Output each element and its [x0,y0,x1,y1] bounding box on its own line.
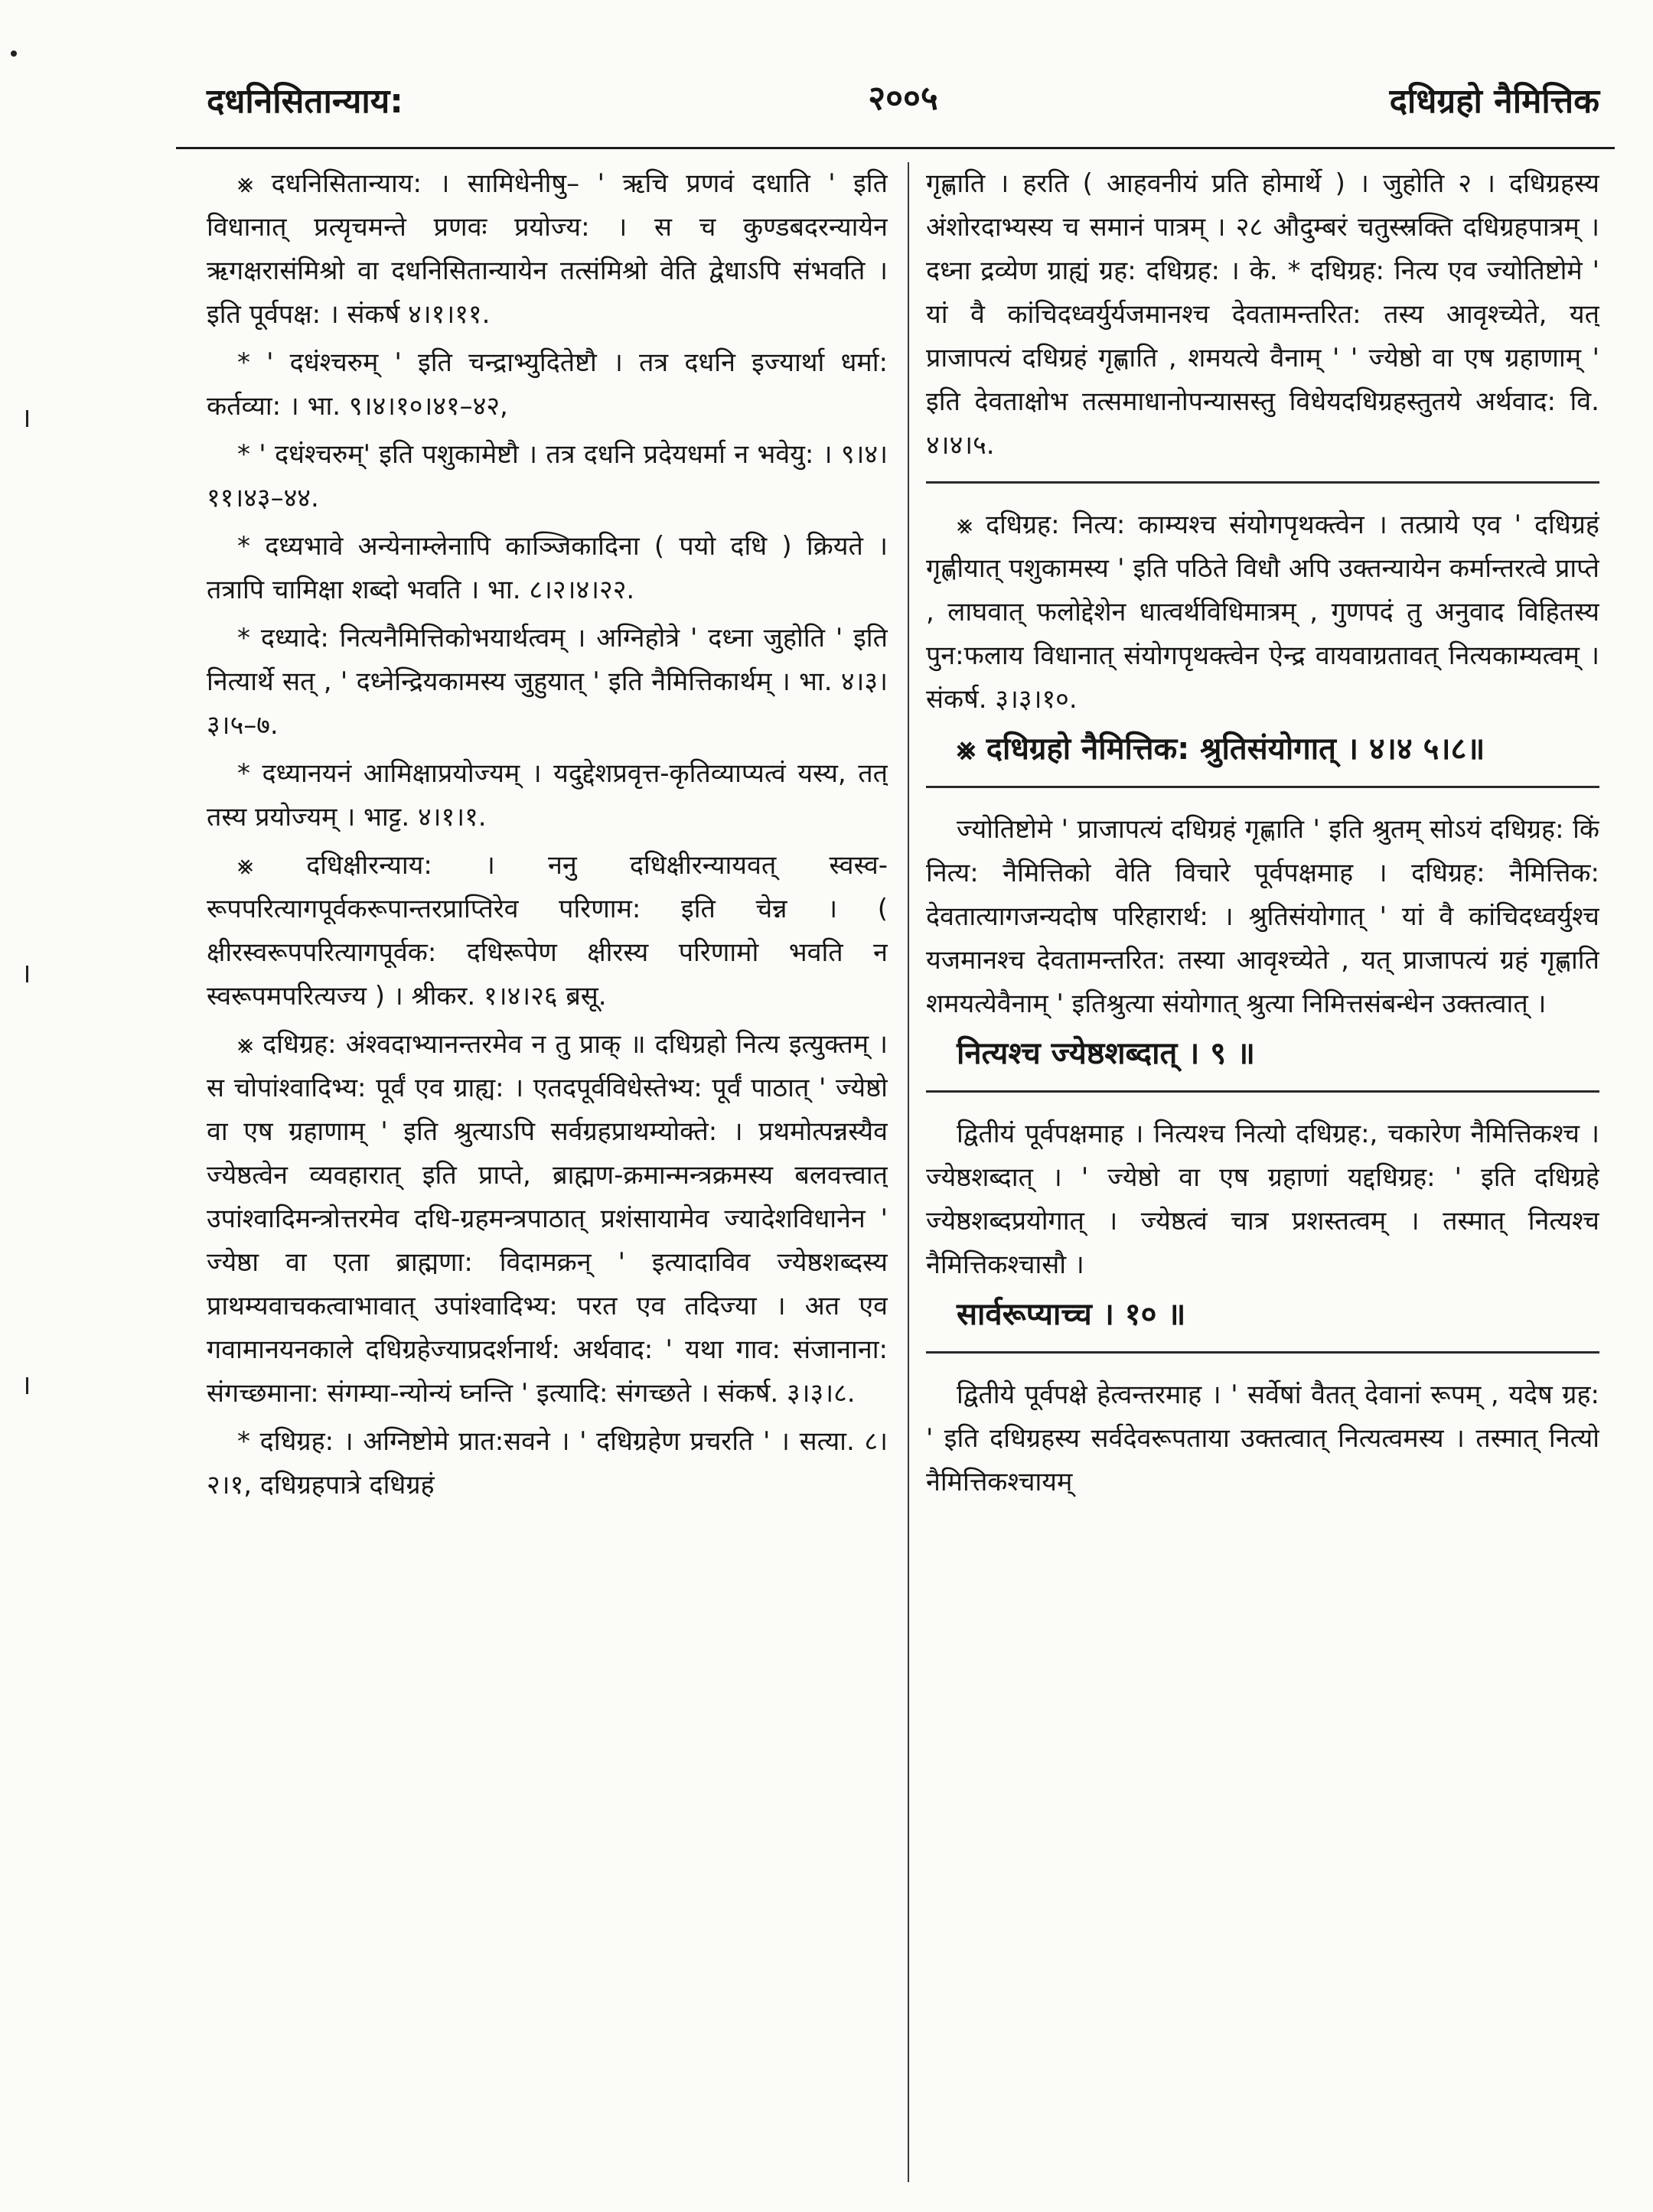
header-left-guideword: दधनिसितान्याय: [207,82,403,121]
entry-dadhamscarum-1: * ' दधंश्चरुम् ' इति चन्द्राभ्युदितेष्टौ । तत्र दधनि इज्यार्था धर्मा: कर्तव्या: । भा. ९।४।१०।४१–४२, [207,347,888,422]
entry-dadhyade: * दध्यादे: नित्यनैमित्तिकोभयार्थत्वम् । अग्निहोत्रे ' दध्ना जुहोति ' इति नित्यार्थे सत् , ' दध्नेन्द्रियकामस्य जुहुयात् ' इति नैमित्तिकार्थम् । भा. ४।३।३।५–७. [207,623,888,741]
entry-dadhigraha-nitya-kamya: ⨳ दधिग्रह: नित्य: काम्यश्च संयोगपृथक्त्वेन । तत्प्राये एव ' दधिग्रहं गृह्णीयात् पशुकामस्य ' इति पठिते विधौ अपि उक्तन्यायेन कर्मान्तरत्वे प्राप्ते , लाघवात् फलोद्देशेन धात्वर्थविधिमात्रम् , गुणपदं तु अनुवाद विहितस्य पुन:फलाय विधानात् संयोगपृथक्त्वेन ऐन्द्र वायवाग्रतावत् नित्यकाम्यत्वम् । संकर्ष. ३।३।१०. [926,510,1599,715]
entry-dadhamscarum-2: * ' दधंश्चरुम्' इति पशुकामेष्टौ । तत्र दधनि प्रदेयधर्मा न भवेयु: । ९।४।११।४३–४४. [207,439,888,513]
left-column [207,162,888,2182]
sutra-heading-10: सार्वरूप्याच्च । १० ॥ [957,1297,1186,1332]
page-header [207,67,1599,129]
column-divider [908,162,909,2182]
entry-dadhiksira-nyaya: ⨳ दधिक्षीरन्याय: । ननु दधिक्षीरन्यायवत् स्वस्व-रूपपरित्यागपूर्वकरूपान्तरप्राप्तिरेव परिणाम: इति चेन्न । ( क्षीरस्वरूपपरित्यागपूर्वक: दधिरूपेण क्षीरस्य परिणामो भवति न स्वरूपमपरित्यज्य ) । श्रीकर. १।४।२६ ब्रसू. [207,850,888,1012]
right-column [926,162,1599,2182]
section-rule [926,1351,1599,1354]
entry-dadhigraha-amsvadabhya: ⨳ दधिग्रह: अंश्वदाभ्यानन्तरमेव न तु प्राक् ॥ दधिग्रहो नित्य इत्युक्तम् । स चोपांश्वादिभ्य: पूर्वं एव ग्राह्य: । एतदपूर्वविधेस्तेभ्य: पूर्वं पाठात् ' ज्येष्ठो वा एष ग्रहाणाम् ' इति श्रुत्याऽपि सर्वग्रहप्राथम्योक्ते: । प्रथमोत्पन्नस्यैव ज्येष्ठत्वेन व्यवहारात् इति प्राप्ते, ब्राह्मण-क्रमान्मन्त्रक्रमस्य बलवत्त्वात् उपांश्वादिमन्त्रोत्तरमेव दधि-ग्रहमन्त्रपाठात् प्रशंसायामेव ज्यादेशविधानेन ' ज्येष्ठा वा एता ब्राह्मणा: विदामक्रन् ' इत्यादाविव ज्येष्ठशब्दस्य प्राथम्यवाचकत्वाभावात् उपांश्वादिभ्य: परत एव तदिज्या । अत एव गवामानयनकाले दधिग्रहेज्याप्रदर्शनार्थ: अर्थवाद: ' यथा गाव: संजानाना: संगच्छमाना: संगम्या-न्योन्यं घ्नन्ति ' इत्यादि: संगच्छते । संकर्ष. ३।३।८. [207,1029,888,1409]
sutra-10-commentary: द्वितीये पूर्वपक्षे हेत्वन्तरमाह । ' सर्वेषां वैतत् देवानां रूपम् , यदेष ग्रह: ' इति दधिग्रहस्य सर्वदेवरूपताया उक्तत्वात् नित्यत्वमस्य । तस्मात् नित्यो नैमित्तिकश्चायम् [926,1380,1599,1497]
entry-dadhigraha-agnistome: * दधिग्रह: । अग्निष्टोमे प्रात:सवने । ' दधिग्रहेण प्रचरति ' । सत्या. ८।२।१, दधिग्रहपात्रे दधिग्रहं [207,1426,888,1500]
entry-dadhyabhave: * दध्यभावे अन्येनाम्लेनापि काञ्जिकादिना ( पयो दधि ) क्रियते । तत्रापि चामिक्षा शब्दो भवति । भा. ८।२।४।२२. [207,531,888,605]
page-number: २००५ [868,79,938,118]
margin-mark [26,410,28,427]
sutra-8-commentary: ज्योतिष्टोमे ' प्राजापत्यं दधिग्रहं गृह्णाति ' इति श्रुतम् सोऽयं दधिग्रह: किं नित्य: नैमित्तिको वेति विचारे पूर्वपक्षमाह । दधिग्रह: नैमित्तिक: देवतात्यागजन्यदोष परिहारार्थ: । श्रुतिसंयोगात् ' यां वै कांचिदध्वर्युश्च यजमानश्च देवतामन्तरित: तस्या आवृश्च्येते , यत् प्राजापत्यं ग्रहं गृह्णाति शमयत्येवैनाम् ' इतिश्रुत्या संयोगात् श्रुत्या निमित्तसंबन्धेन उक्तत्वात् । [926,814,1599,1019]
entry-dadhyanayanam: * दध्यानयनं आमिक्षाप्रयोज्यम् । यदुद्देशप्रवृत्त-कृतिव्याप्यत्वं यस्य, तत् तस्य प्रयोज्यम् । भाट्ट. ४।१।१. [207,758,888,832]
sutra-9-commentary: द्वितीयं पूर्वपक्षमाह । नित्यश्च नित्यो दधिग्रह:, चकारेण नैमित्तिकश्च । ज्येष्ठशब्दात् । ' ज्येष्ठो वा एष ग्रहाणां यद्दधिग्रह: ' इति दधिग्रहे ज्येष्ठशब्दप्रयोगात् । ज्येष्ठत्वं चात्र प्रशस्तत्वम् । तस्मात् नित्यश्च नैमित्तिकश्चासौ । [926,1119,1599,1280]
sutra-heading-9: नित्यश्च ज्येष्ठशब्दात् । ९ ॥ [957,1036,1255,1071]
header-right-guideword: दधिग्रहो नैमित्तिक [1389,82,1599,121]
margin-mark [26,1377,28,1394]
entry-dadhanisita-nyaya: ⨳ दधनिसितान्याय: । सामिधेनीषु– ' ऋचि प्रणवं दधाति ' इति विधानात् प्रत्यृचमन्ते प्रणवः प्रयोज्य: । स च कुण्डबदरन्यायेन ऋगक्षरासंमिश्रो वा दधनिसितान्यायेन तत्संमिश्रो वेति द्वेधाऽपि संभवति । इति पूर्वपक्ष: । संकर्ष ४।१।११. [207,168,888,330]
sutra-heading-8: ⨳ दधिग्रहो नैमित्तिक: श्रुतिसंयोगात् । ४।४ ५।८॥ [957,731,1485,767]
section-rule [926,1090,1599,1093]
margin-speck [11,50,17,57]
section-rule [926,786,1599,788]
entry-continuation: गृह्णाति । हरति ( आहवनीयं प्रति होमार्थे ) । जुहोति २ । दधिग्रहस्य अंशोरदाभ्यस्य च समानं पात्रम् । २८ औदुम्बरं चतुस्स्रक्ति दधिग्रहपात्रम् । दध्ना द्रव्येण ग्राह्यं ग्रह: दधिग्रह: । के. * दधिग्रह: नित्य एव ज्योतिष्टोमे ' यां वै कांचिदध्वर्युर्यजमानश्च देवतामन्तरित: तस्य आवृश्च्येते, यत् प्राजापत्यं दधिग्रहं गृह्णाति , शमयत्ये वैनाम् ' ' ज्येष्ठो वा एष ग्रहाणाम् ' इति देवताक्षोभ तत्समाधानोपन्यासस्तु विधेयदधिग्रहस्तुतये अर्थवाद: वि. ४।४।५. [926,168,1599,461]
header-rule [176,147,1615,149]
margin-mark [26,966,28,982]
section-rule [926,481,1599,484]
